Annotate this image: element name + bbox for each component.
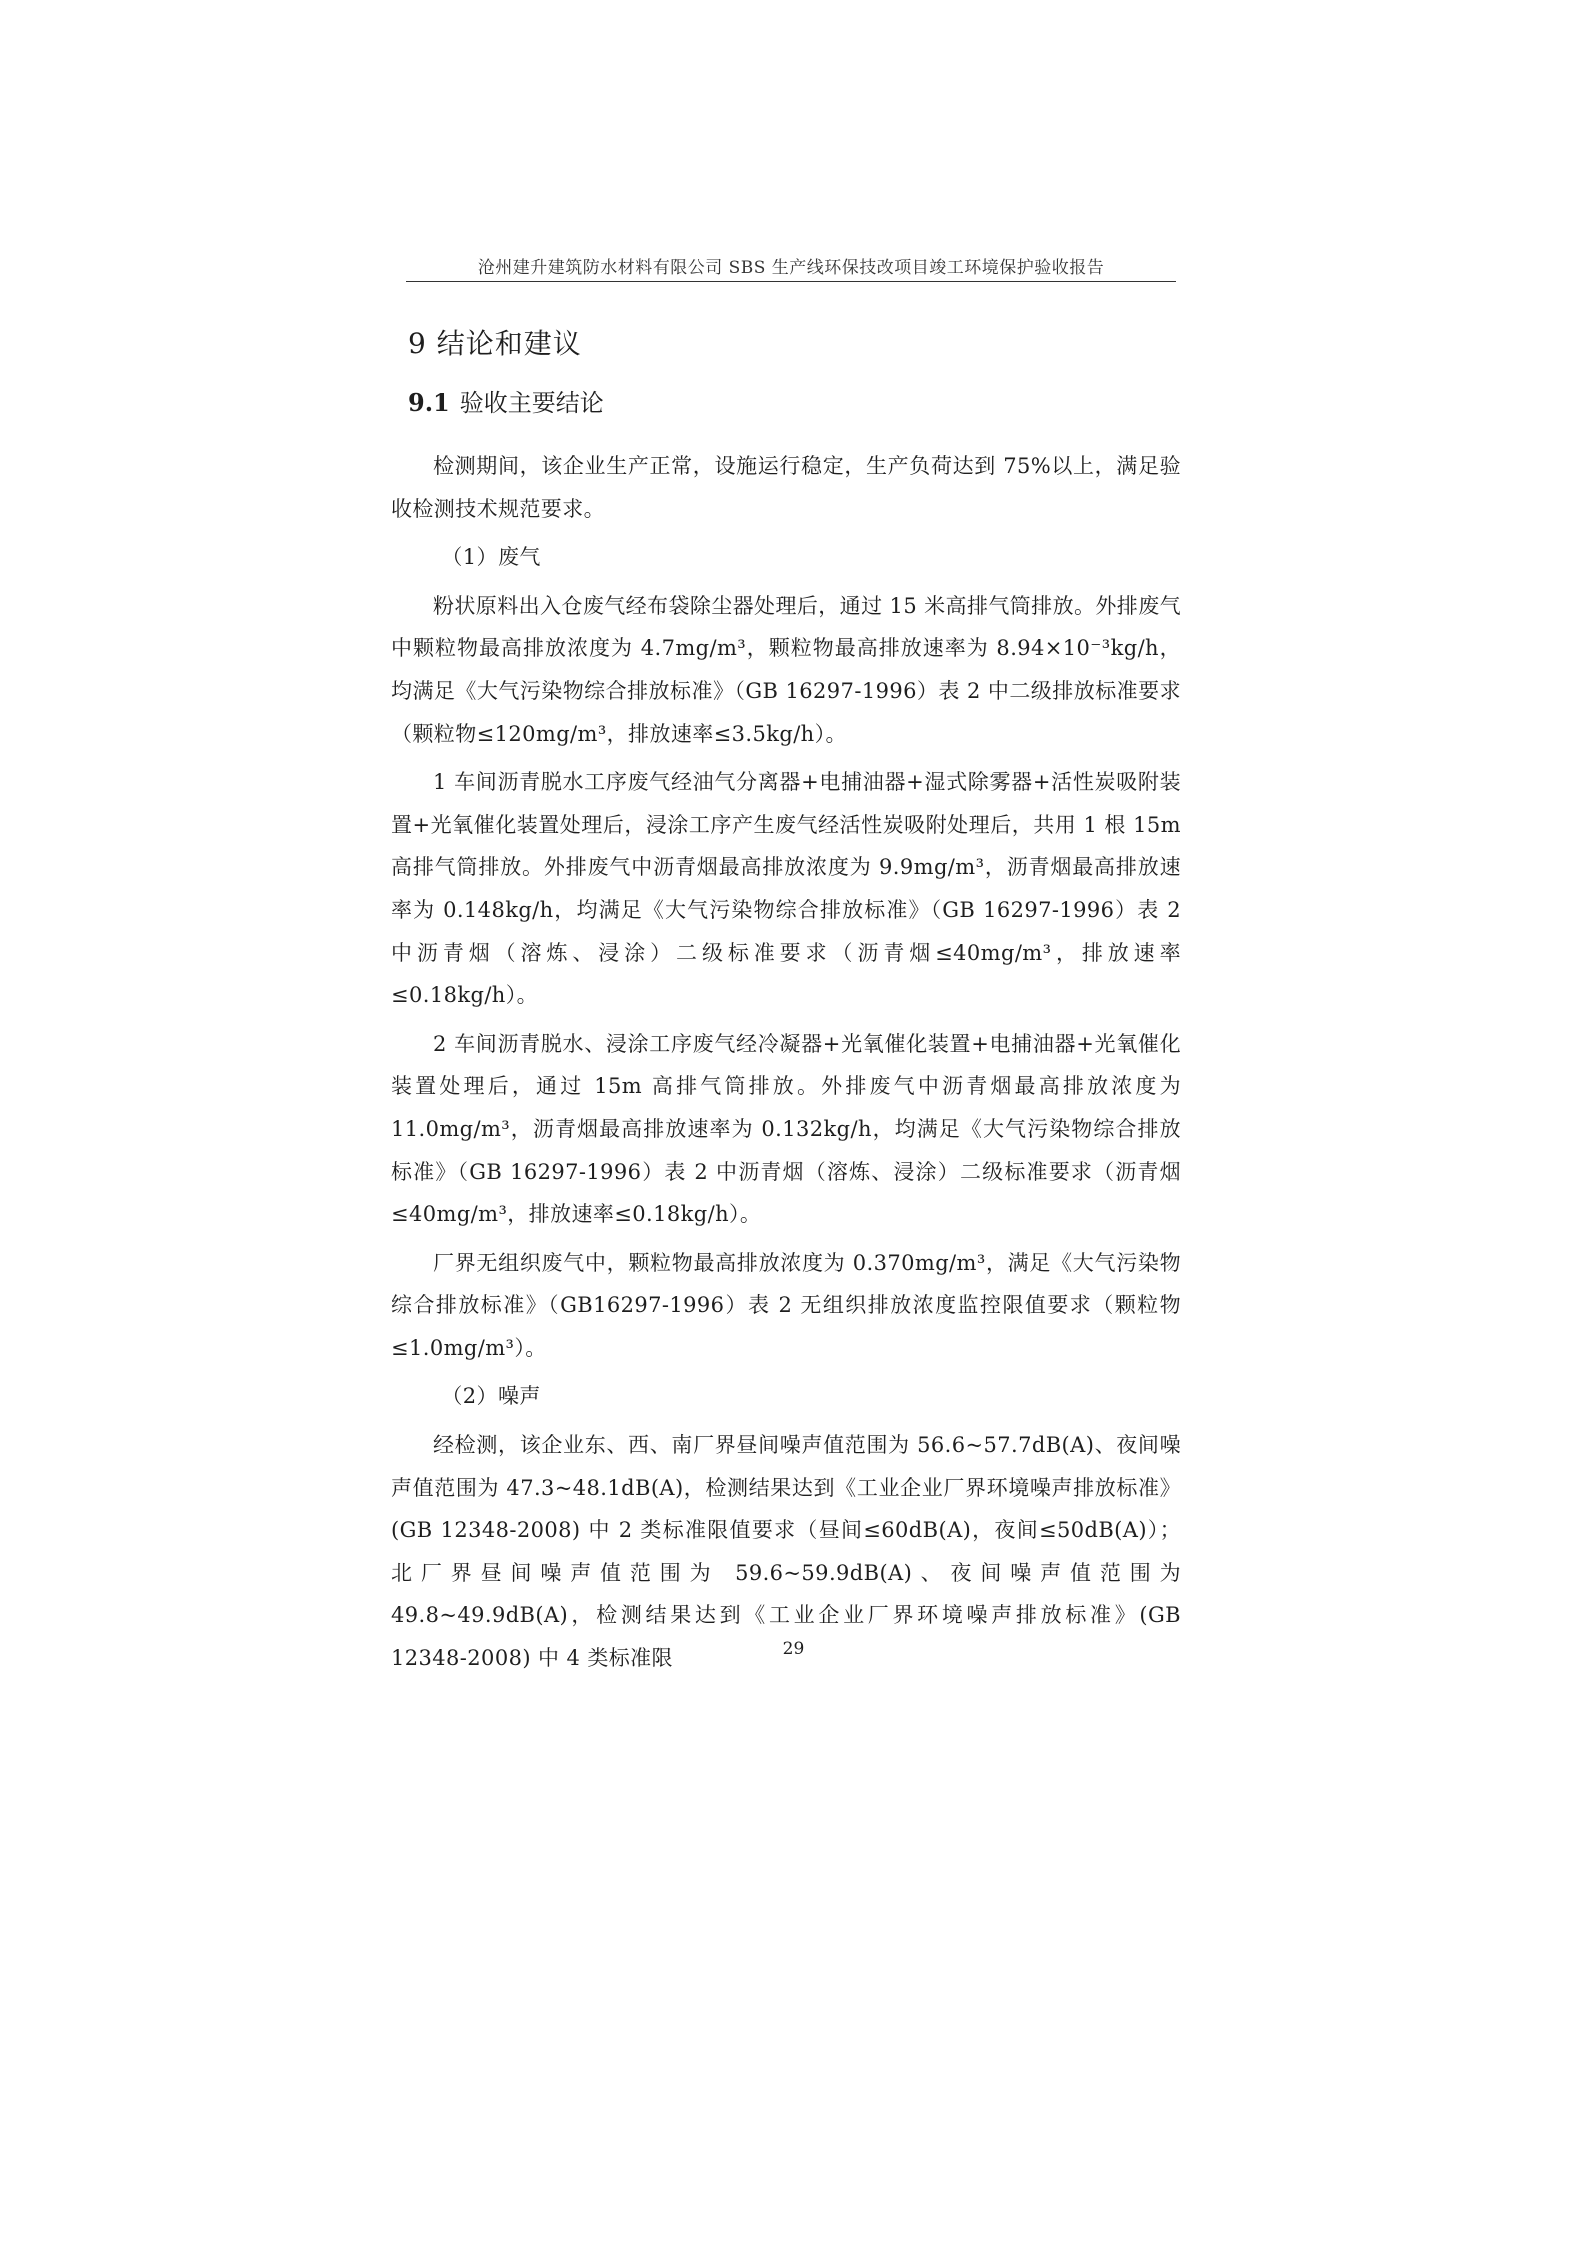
paragraph-workshop-1: 1 车间沥青脱水工序废气经油气分离器+电捕油器+湿式除雾器+活性炭吸附装置+光氧催化装置处理后，浸涂工序产生废气经活性炭吸附处理后，共用 1 根 15m 高排气筒排放。外排废气中沥青烟最高排放浓度为 9.9mg/m³，沥青烟最高排放速率为 0.148kg/h，均满足《大气污染物综合排放标准》（GB 16297-1996）表 2 中沥青烟（溶炼、浸涂）二级标准要求（沥青烟≤40mg/m³，排放速率≤0.18kg/h）。 <box>391 770 1181 1008</box>
paragraph-intro: 检测期间，该企业生产正常，设施运行稳定，生产负荷达到 75%以上，满足验收检测技术规范要求。 <box>391 454 1181 521</box>
paragraph-fugitive-emission: 厂界无组织废气中，颗粒物最高排放浓度为 0.370mg/m³，满足《大气污染物综合排放标准》（GB16297-1996）表 2 无组织排放浓度监控限值要求（颗粒物≤1.0mg/m³）。 <box>391 1250 1181 1360</box>
chapter-title: 9 结论和建议 <box>408 327 582 360</box>
page-header: 沧州建升建筑防水材料有限公司 SBS 生产线环保技改项目竣工环境保护验收报告 <box>477 258 1105 278</box>
subheading-noise: （2）噪声 <box>441 1384 541 1409</box>
page-number: 29 <box>782 1639 805 1659</box>
header-rule <box>406 281 1176 282</box>
paragraph-workshop-2: 2 车间沥青脱水、浸涂工序废气经冷凝器+光氧催化装置+电捕油器+光氧催化装置处理后，通过 15m 高排气筒排放。外排废气中沥青烟最高排放浓度为 11.0mg/m³，沥青烟最高排放速率为 0.132kg/h，均满足《大气污染物综合排放标准》（GB 16297-1996）表 2 中沥青烟（溶炼、浸涂）二级标准要求（沥青烟≤40mg/m³，排放速率≤0.18kg/h）。 <box>391 1031 1181 1227</box>
section-number: 9.1 <box>408 388 450 417</box>
section-title-text: 验收主要结论 <box>459 389 604 417</box>
paragraph-noise: 经检测，该企业东、西、南厂界昼间噪声值范围为 56.6~57.7dB(A)、夜间噪声值范围为 47.3~48.1dB(A)，检测结果达到《工业企业厂界环境噪声排放标准》(GB 12348-2008) 中 2 类标准限值要求（昼间≤60dB(A)，夜间≤50dB(A)）；北厂界昼间噪声值范围为 59.6~59.9dB(A)、夜间噪声值范围为 49.8~49.9dB(A)，检测结果达到《工业企业厂界环境噪声排放标准》(GB 12348-2008) 中 4 类标准限 <box>391 1433 1181 1671</box>
section-title <box>408 383 604 418</box>
paragraph-powder-dust: 粉状原料出入仓废气经布袋除尘器处理后，通过 15 米高排气筒排放。外排废气中颗粒物最高排放浓度为 4.7mg/m³，颗粒物最高排放速率为 8.94×10⁻³kg/h，均满足《大气污染物综合排放标准》（GB 16297-1996）表 2 中二级排放标准要求（颗粒物≤120mg/m³，排放速率≤3.5kg/h）。 <box>391 593 1181 746</box>
subheading-waste-gas: （1）废气 <box>441 545 541 570</box>
document-body <box>391 445 1181 1680</box>
